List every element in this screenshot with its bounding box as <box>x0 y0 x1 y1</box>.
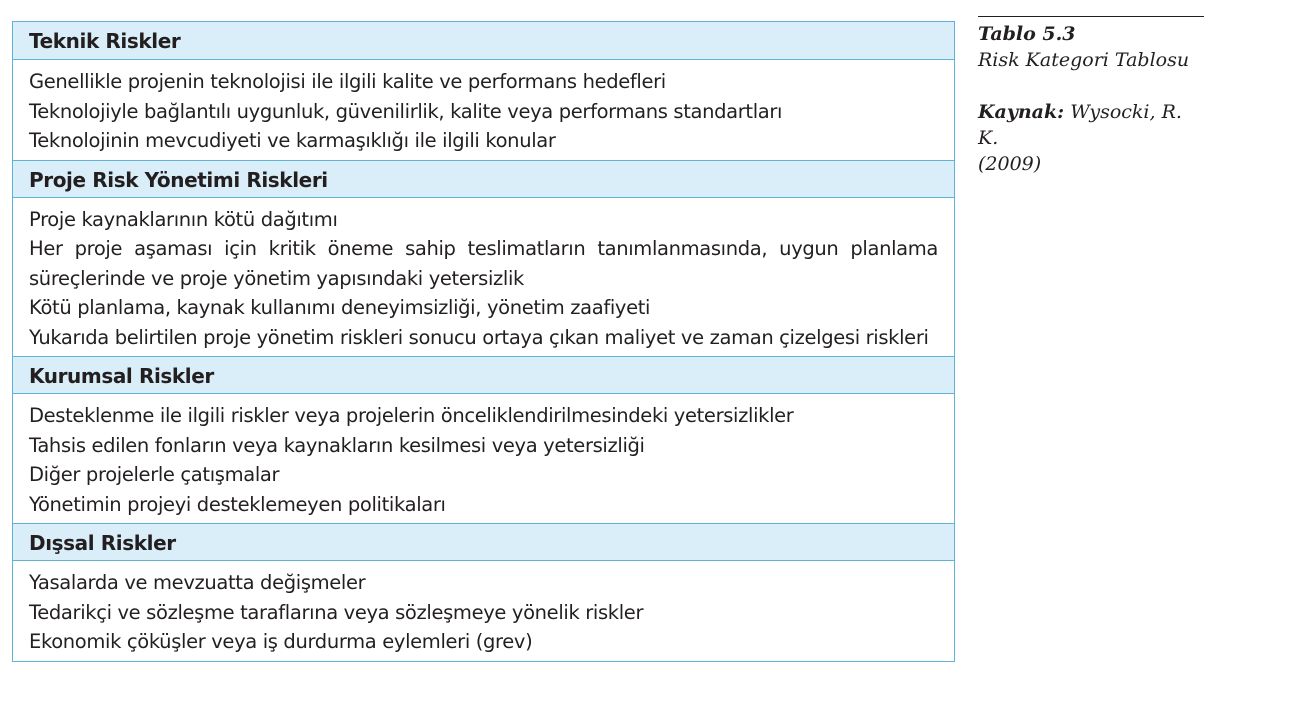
list-item: Her proje aşaması için kritik öneme sahip teslimatların tanımlanmasında, uygun planlama süreçlerinde ve proje yönetim yapısındaki yetersizlik <box>29 237 938 290</box>
list-item: Tedarikçi ve sözleşme taraflarına veya sözleşmeye yönelik riskler <box>29 600 644 624</box>
source-text: Wysocki, R. K. <box>978 101 1182 149</box>
caption-rule <box>978 16 1204 17</box>
table-title: Risk Kategori Tablosu <box>978 49 1190 71</box>
category-items <box>13 60 954 160</box>
list-item: Teknolojiyle bağlantılı uygunluk, güvenilirlik, kalite veya performans standartları <box>29 99 783 123</box>
list-item: Yukarıda belirtilen proje yönetim riskleri sonucu ortaya çıkan maliyet ve zaman çizelgesi riskleri <box>29 325 929 349</box>
source-label: Kaynak: <box>978 101 1065 123</box>
list-item: Yönetimin projeyi desteklemeyen politikaları <box>29 492 446 516</box>
list-item: Diğer projelerle çatışmalar <box>29 463 280 486</box>
category-header: Dışsal Riskler <box>13 523 954 561</box>
list-item: Desteklenme ile ilgili riskler veya projelerin önceliklendirilmesindeki yetersizlikler <box>29 404 794 427</box>
list-item: Teknolojinin mevcudiyeti ve karmaşıklığı ile ilgili konular <box>29 129 556 152</box>
category-header: Proje Risk Yönetimi Riskleri <box>13 160 954 198</box>
category-items <box>13 394 954 523</box>
list-item: Kötü planlama, kaynak kullanımı deneyimsizliği, yönetim zaafiyeti <box>29 296 651 319</box>
list-item: Ekonomik çöküşler veya iş durdurma eylemleri (grev) <box>29 630 533 653</box>
category-items <box>13 198 954 357</box>
category-header: Teknik Riskler <box>13 22 954 60</box>
category-project-risk-management <box>13 160 954 357</box>
category-technical <box>13 22 954 160</box>
category-external <box>13 523 954 661</box>
category-items <box>13 561 954 661</box>
category-organizational <box>13 356 954 523</box>
source-year: (2009) <box>978 153 1042 175</box>
list-item: Proje kaynaklarının kötü dağıtımı <box>29 207 338 231</box>
table-source <box>978 99 1206 151</box>
table-caption <box>978 16 1206 177</box>
risk-category-table <box>12 21 955 662</box>
category-header: Kurumsal Riskler <box>13 356 954 394</box>
list-item: Yasalarda ve mevzuatta değişmeler <box>29 571 366 594</box>
list-item: Tahsis edilen fonların veya kaynakların kesilmesi veya yetersizliği <box>29 433 645 457</box>
list-item: Genellikle projenin teknolojisi ile ilgili kalite ve performans hedefleri <box>29 70 666 93</box>
table-number: Tablo 5.3 <box>978 23 1076 45</box>
